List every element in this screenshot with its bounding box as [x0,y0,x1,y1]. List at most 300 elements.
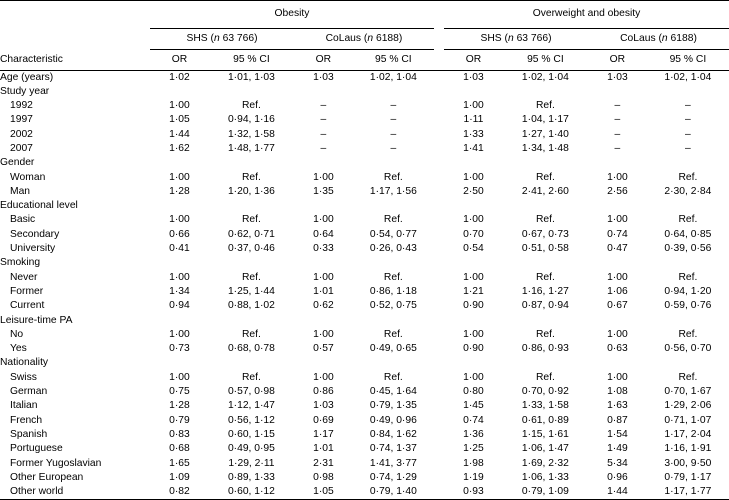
or-cell [588,314,647,328]
or-cell: 0·94 [169,300,190,312]
or-cell [444,156,503,170]
ci-cell [209,85,294,99]
ci-cell: 0·79, 1·35 [369,400,417,412]
table-row [0,171,729,185]
ci-cell: 0·74, 1·37 [369,443,417,455]
ci-cell: 0·51, 0·58 [521,243,569,255]
or-cell [150,156,209,170]
or-cell: 1·00 [607,371,628,383]
or-cell: 1·00 [313,271,334,283]
ci-cell: 1·29, 2·06 [664,400,712,412]
ci-cell: – [390,100,397,112]
group-header-overweight-obesity: Overweight and obesity [444,1,729,29]
or-cell: 1·03 [607,71,628,83]
or-cell [294,199,353,213]
ci-cell: 3·00, 9·50 [664,457,712,469]
or-cell: 1·44 [169,128,190,140]
ci-cell: Ref. [678,328,698,340]
ci-cell: 0·61, 0·89 [521,414,569,426]
or-cell: 0·47 [607,243,628,255]
row-label: 1992 [10,100,33,112]
or-cell: 1·03 [313,71,334,83]
section-label: Leisure-time PA [0,314,73,326]
row-label: Age (years) [0,71,54,83]
or-cell: 1·09 [169,471,190,483]
or-cell: 0·63 [607,343,628,355]
or-cell: – [320,142,327,154]
or-cell: 1·98 [463,457,484,469]
or-cell: 2·50 [463,185,484,197]
ci-cell: 0·70, 1·67 [664,386,712,398]
or-cell: 1·35 [313,185,334,197]
row-label: Man [10,185,31,197]
table-row [0,342,729,356]
row-label: Secondary [10,228,60,240]
row-label: Italian [10,400,38,412]
or-cell: 1·00 [607,171,628,183]
or-cell: – [614,100,621,112]
or-cell: 1·63 [607,400,628,412]
ci-cell: 1·16, 1·27 [521,285,569,297]
ci-cell: 0·45, 1·64 [369,386,417,398]
ci-cell: 0·88, 1·02 [227,300,275,312]
ci-cell: Ref. [535,214,555,226]
ci-cell [209,156,294,170]
or-cell: 0·90 [463,343,484,355]
ci-cell: 0·54, 0·77 [369,228,417,240]
or-cell: 0·67 [607,300,628,312]
or-cell: 1·01 [313,443,334,455]
or-cell: 1·34 [169,285,190,297]
or-cell: 1·19 [463,471,484,483]
or-cell: 0·33 [313,243,334,255]
or-cell [588,85,647,99]
ci-cell: 0·64, 0·85 [664,228,712,240]
ci-cell: 1·02, 1·04 [664,71,712,83]
section-row [0,256,729,270]
or-cell [444,314,503,328]
ci-cell: 0·56, 1·12 [227,414,275,426]
ci-cell: Ref. [383,214,403,226]
or-cell [150,85,209,99]
ci-cell: Ref. [535,271,555,283]
ci-cell: 1·27, 1·40 [521,128,569,140]
or-cell: 0·41 [169,243,190,255]
or-cell: 1·54 [607,428,628,440]
or-cell: 1·00 [169,100,190,112]
ci-cell [647,199,729,213]
ci-cell [503,156,588,170]
ci-cell [647,156,729,170]
ci-cell: 0·79, 1·09 [521,485,569,497]
table-row [0,457,729,471]
or-cell: 1·00 [607,271,628,283]
or-cell: 1·00 [169,328,190,340]
or-cell: 1·00 [463,100,484,112]
or-cell: 1·36 [463,428,484,440]
or-cell: – [614,128,621,140]
or-cell: – [320,114,327,126]
table-row [0,299,729,313]
or-cell: 1·00 [463,371,484,383]
table-row [0,285,729,299]
or-cell: 1·00 [607,214,628,226]
ci-cell: Ref. [241,371,261,383]
or-cell [588,356,647,370]
table-row [0,128,729,142]
or-cell: 0·54 [463,243,484,255]
or-cell: – [320,128,327,140]
or-cell: 0·75 [169,386,190,398]
table-row [0,371,729,385]
ci-cell: 0·60, 1·12 [227,485,275,497]
ci-cell: 1·12, 1·47 [227,400,275,412]
ci-cell: 1·02, 1·04 [521,71,569,83]
row-label: Swiss [10,371,37,383]
ci-cell [647,356,729,370]
ci-cell: 0·79, 1·40 [369,485,417,497]
or-cell [294,314,353,328]
row-label: Other world [10,485,64,497]
or-cell: 1·17 [313,428,334,440]
ci-cell: 0·84, 1·62 [369,428,417,440]
ci-cell: 0·94, 1·20 [664,285,712,297]
row-label: University [10,243,56,255]
ci-cell: 1·06, 1·47 [521,443,569,455]
row-label: German [10,386,48,398]
table-row [0,471,729,485]
or-cell: 1·00 [169,371,190,383]
table-row [0,399,729,413]
ci-cell: 0·68, 0·78 [227,343,275,355]
or-cell: 1·03 [313,400,334,412]
or-cell: 0·98 [313,471,334,483]
ci-cell: 1·17, 1·77 [664,485,712,497]
ci-cell: – [685,114,691,126]
cohort-header: SHS (n 63 766) [150,29,294,50]
table-body [0,71,729,500]
ci-cell: 1·17, 2·04 [664,428,712,440]
or-cell: 1·00 [313,214,334,226]
ci-cell: Ref. [383,371,403,383]
ci-cell: 0·49, 0·65 [369,343,417,355]
or-cell [150,199,209,213]
cohort-header: SHS (n 63 766) [444,29,588,50]
ci-cell [209,199,294,213]
or-cell [588,156,647,170]
or-cell: 0·74 [463,414,484,426]
or-cell [150,256,209,270]
ci-cell: Ref. [535,371,555,383]
or-cell: 0·93 [463,485,484,497]
section-row [0,199,729,213]
ci-cell: 1·06, 1·33 [521,471,569,483]
ci-cell: Ref. [678,214,698,226]
or-cell [294,85,353,99]
ci-cell: 0·71, 1·07 [664,414,712,426]
header-blank [0,1,150,29]
ci-cell: Ref. [678,271,698,283]
ci-cell: Ref. [535,171,555,183]
ci-cell: Ref. [535,100,555,112]
table-row [0,242,729,256]
table-row [0,228,729,242]
or-cell: 1·01 [313,285,334,297]
section-label: Gender [0,157,35,169]
section-label: Smoking [0,257,41,269]
or-cell: 1·41 [463,142,484,154]
ci-cell: 0·62, 0·71 [227,228,275,240]
or-cell: 1·00 [463,171,484,183]
ci-cell: 1·33, 1·58 [521,400,569,412]
section-row [0,356,729,370]
section-label: Educational level [0,200,78,212]
ci-cell: Ref. [383,171,403,183]
table-row [0,185,729,199]
ci-cell: 1·41, 3·77 [369,457,417,469]
or-cell [588,199,647,213]
row-label: 2002 [10,128,33,140]
or-header: OR [465,53,482,65]
row-label: Other European [10,471,84,483]
ci-cell: 0·52, 0·75 [369,300,417,312]
or-cell: 0·70 [463,228,484,240]
ci-cell: 0·86, 1·18 [369,285,417,297]
ci-cell: Ref. [241,171,261,183]
or-cell: 0·62 [313,300,334,312]
characteristic-header: Characteristic [0,53,63,65]
row-label: Basic [10,214,36,226]
or-cell: 0·86 [313,386,334,398]
ci-cell: Ref. [383,328,403,340]
ci-cell: Ref. [241,328,261,340]
ci-header: 95 % CI [669,53,707,65]
ci-cell: 1·01, 1·03 [227,71,275,83]
or-cell: 1·00 [313,371,334,383]
or-cell: 1·06 [607,285,628,297]
ci-cell: 2·41, 2·60 [521,185,569,197]
ci-cell: – [390,128,397,140]
ci-cell: 0·26, 0·43 [369,243,417,255]
or-cell: 0·79 [169,414,190,426]
ci-cell: – [685,142,691,154]
section-row [0,314,729,328]
or-cell [444,356,503,370]
ci-cell [503,314,588,328]
ci-cell: 1·34, 1·48 [521,142,569,154]
or-cell: 1·00 [313,171,334,183]
ci-header: 95 % CI [527,53,564,65]
ci-cell: 0·39, 0·56 [664,243,712,255]
ci-cell: 0·94, 1·16 [227,114,275,126]
section-label: Nationality [0,357,49,369]
or-header: OR [171,53,188,65]
group-header-obesity: Obesity [150,1,434,29]
ci-cell: Ref. [241,214,261,226]
ci-cell [353,85,434,99]
or-cell: – [614,142,621,154]
ci-cell: 1·02, 1·04 [369,71,417,83]
row-label: Former Yugoslavian [10,457,102,469]
ci-cell [209,314,294,328]
ci-cell: 0·49, 0·96 [369,414,417,426]
ci-cell: 0·86, 0·93 [521,343,569,355]
or-cell [444,85,503,99]
cohort-header: CoLaus (n 6188) [294,29,434,50]
ci-cell [503,199,588,213]
section-label: Study year [0,85,50,97]
or-cell: 0·66 [169,228,190,240]
ci-cell: 0·79, 1·17 [664,471,712,483]
or-cell: 0·57 [313,343,334,355]
ci-cell: Ref. [535,328,555,340]
ci-cell [503,356,588,370]
or-cell: 1·45 [463,400,484,412]
ci-cell: – [685,128,691,140]
or-cell: 1·08 [607,386,628,398]
or-cell [294,156,353,170]
or-cell [588,256,647,270]
or-cell: 1·00 [463,214,484,226]
table-row [0,142,729,156]
or-cell: 1·28 [169,400,190,412]
row-label: 1997 [10,114,33,126]
cohort-header: CoLaus (n 6188) [588,29,729,50]
ci-cell [353,314,434,328]
or-cell [150,314,209,328]
ci-cell: – [685,100,691,112]
or-cell: 1·21 [463,285,484,297]
or-header: OR [315,53,332,65]
table-row [0,485,729,499]
table-row [0,442,729,456]
ci-cell: 0·59, 0·76 [664,300,712,312]
or-cell: 1·00 [169,271,190,283]
ci-cell [503,85,588,99]
ci-cell: 0·56, 0·70 [664,343,712,355]
ci-cell: 0·70, 0·92 [521,386,569,398]
ci-cell [503,256,588,270]
row-label: Woman [10,171,46,183]
ci-cell: 0·60, 1·15 [227,428,275,440]
ci-cell: 1·15, 1·61 [521,428,569,440]
ci-cell: 1·32, 1·58 [227,128,275,140]
ci-cell: 0·89, 1·33 [227,471,275,483]
or-cell: 1·65 [169,457,190,469]
ci-cell: 0·49, 0·95 [227,443,275,455]
ci-cell: 1·04, 1·17 [521,114,569,126]
or-cell: 1·28 [169,185,190,197]
row-label: No [10,328,24,340]
or-cell: 1·49 [607,443,628,455]
ci-cell: – [390,142,397,154]
or-cell: – [320,100,327,112]
or-cell: 0·74 [607,228,628,240]
or-cell: 0·64 [313,228,334,240]
ci-cell [353,156,434,170]
or-cell: 0·80 [463,386,484,398]
or-cell: 1·62 [169,142,190,154]
or-cell: 1·05 [313,485,334,497]
table-row [0,414,729,428]
or-cell: 1·00 [607,328,628,340]
or-cell [444,199,503,213]
or-cell: 0·96 [607,471,628,483]
or-cell: 1·33 [463,128,484,140]
row-label: Never [10,271,38,283]
ci-cell: Ref. [241,271,261,283]
ci-cell [647,85,729,99]
table-row [0,428,729,442]
row-label: Spanish [10,428,48,440]
or-cell: 0·83 [169,428,190,440]
or-cell: 1·05 [169,114,190,126]
table-row [0,113,729,127]
or-cell: 5·34 [607,457,628,469]
or-cell: 1·00 [463,271,484,283]
ci-cell: Ref. [241,100,261,112]
ci-cell: 0·74, 1·29 [369,471,417,483]
ci-cell: 1·17, 1·56 [369,185,417,197]
section-row [0,156,729,170]
or-cell: – [614,114,621,126]
or-cell: 1·00 [463,328,484,340]
or-cell: 1·00 [313,328,334,340]
ci-cell [353,199,434,213]
or-cell: 1·02 [169,71,190,83]
ci-cell [353,256,434,270]
row-label: 2007 [10,142,33,154]
ci-cell [647,314,729,328]
row-label: French [10,414,43,426]
or-header: OR [609,53,626,65]
ci-cell: – [390,114,397,126]
or-cell: 0·82 [169,485,190,497]
or-cell: 1·03 [463,71,484,83]
section-row [0,85,729,99]
table-row [0,99,729,113]
or-cell: 0·73 [169,343,190,355]
or-cell: 2·56 [607,185,628,197]
ci-cell: 0·87, 0·94 [521,300,569,312]
ci-cell: Ref. [678,371,698,383]
table-row [0,71,729,85]
or-cell: 1·11 [463,114,484,126]
ci-cell: 1·29, 2·11 [228,457,275,469]
ci-cell: 0·67, 0·73 [521,228,569,240]
ci-cell: Ref. [678,171,698,183]
or-cell [150,356,209,370]
ci-cell: 0·57, 0·98 [227,386,275,398]
or-cell: 2·31 [313,457,334,469]
ci-cell [209,256,294,270]
or-cell: 0·90 [463,300,484,312]
ci-cell: 1·69, 2·32 [521,457,569,469]
ci-cell: 1·48, 1·77 [227,142,275,154]
table-row [0,213,729,227]
ci-cell [209,356,294,370]
or-cell: 0·87 [607,414,628,426]
table-row [0,385,729,399]
or-cell [444,256,503,270]
row-label: Yes [10,343,27,355]
or-cell: 1·44 [607,485,628,497]
or-cell [294,256,353,270]
ci-header: 95 % CI [375,53,412,65]
row-label: Portuguese [10,443,63,455]
row-label: Current [10,300,45,312]
ci-cell: 2·30, 2·84 [664,185,712,197]
